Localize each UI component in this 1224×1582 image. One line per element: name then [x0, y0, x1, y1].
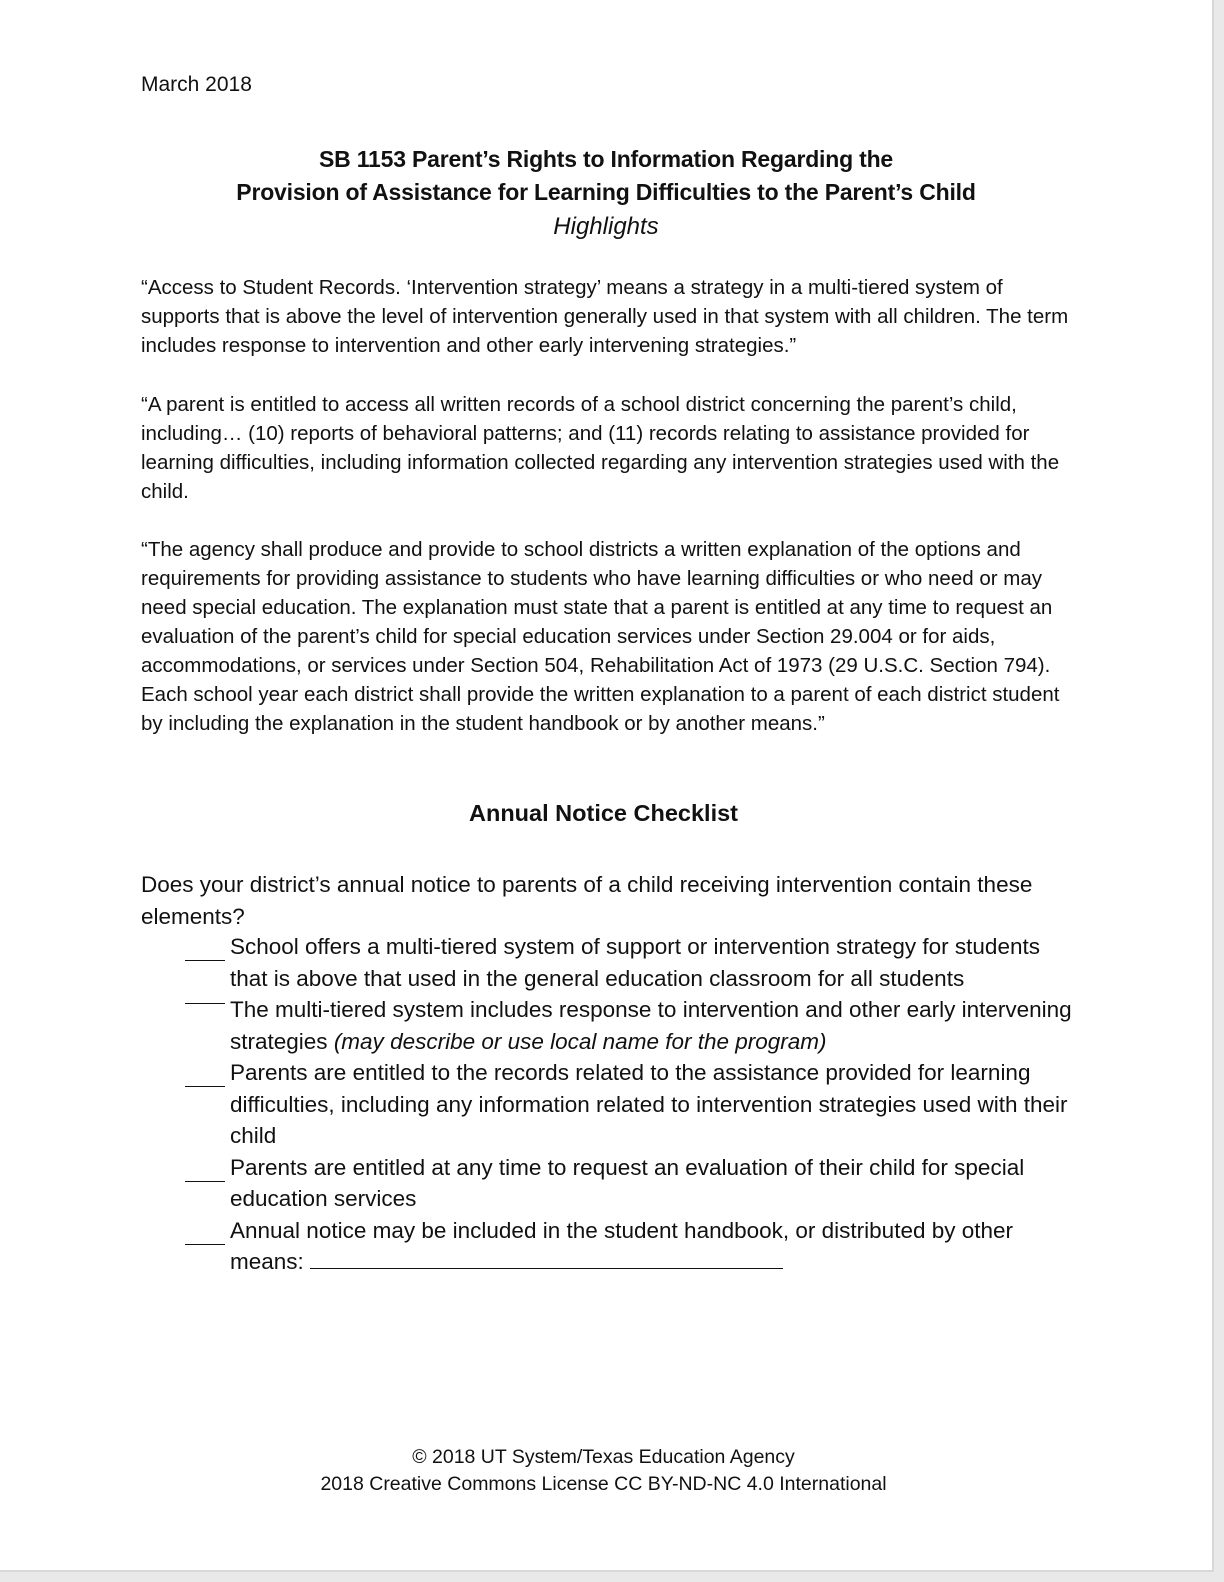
- title-subtitle: Highlights: [553, 213, 659, 240]
- checklist-heading: Annual Notice Checklist: [469, 800, 738, 826]
- checklist-item: [183, 994, 1073, 1057]
- checkbox-blank[interactable]: [185, 1215, 225, 1245]
- footer-copyright: © 2018 UT System/Texas Education Agency: [412, 1446, 795, 1468]
- checklist-item-text: School offers a multi-tiered system of support or intervention strategy for students that is above that used in the general education classroom for all students: [230, 934, 1040, 991]
- checkbox-blank[interactable]: [185, 931, 225, 961]
- checklist-item-note: (may describe or use local name for the program): [333, 1028, 827, 1054]
- paragraph-access-records: “Access to Student Records. ‘Intervention strategy’ means a strategy in a multi-tiered system of supports that is above the level of intervention generally used in that system with all children. The term includes response to intervention and other early intervening strategies.”: [141, 276, 1069, 357]
- checklist: [183, 931, 1073, 1278]
- checkbox-blank[interactable]: [185, 1057, 225, 1087]
- means-fill-in-line[interactable]: [310, 1246, 783, 1269]
- checklist-item: [183, 1152, 1073, 1215]
- checklist-item: [183, 931, 1073, 994]
- checklist-item: [183, 1215, 1073, 1278]
- checkbox-blank[interactable]: [185, 1152, 225, 1182]
- title-line-2: Provision of Assistance for Learning Difficulties to the Parent’s Child: [236, 179, 976, 205]
- footer: [141, 1444, 1066, 1498]
- title-line-1: SB 1153 Parent’s Rights to Information Regarding the: [318, 146, 894, 172]
- title-block: [141, 143, 1071, 244]
- footer-license: 2018 Creative Commons License CC BY-ND-NC 4.0 International: [320, 1473, 887, 1495]
- checkbox-blank[interactable]: [185, 994, 225, 1004]
- checklist-item-text: Parents are entitled at any time to request an evaluation of their child for special education services: [230, 1154, 1025, 1211]
- checklist-item-text: The multi-tiered system includes response to intervention and other early intervening strategies: [230, 997, 1072, 1054]
- checklist-item-text: Annual notice may be included in the student handbook, or distributed by other means:: [230, 1217, 1014, 1274]
- paragraph-parent-entitled: “A parent is entitled to access all written records of a school district concerning the parent’s child, including… (10) reports of behavioral patterns; and (11) records relating to assistance provided for learning difficulties, including information collected regarding any intervention strategies used with the child.: [141, 393, 1060, 503]
- checklist-item-text: Parents are entitled to the records related to the assistance provided for learning difficulties, including any information related to intervention strategies used with their child: [230, 1060, 1068, 1148]
- document-date: March 2018: [141, 73, 252, 96]
- paragraph-agency-explanation: “The agency shall produce and provide to school districts a written explanation of the options and requirements for providing assistance to students who have learning difficulties or who need or may need special education. The explanation must state that a parent is entitled at any time to request an evaluation of the parent’s child for special education services under Section 29.004 or for aids, accommodations, or services under Section 504, Rehabilitation Act of 1973 (29 U.S.C. Section 794). Each school year each district shall provide the written explanation to a parent of each district student by including the explanation in the student handbook or by another means.”: [141, 538, 1060, 735]
- checklist-item: [183, 1057, 1073, 1152]
- checklist-intro: Does your district’s annual notice to parents of a child receiving intervention contain these elements?: [141, 872, 1033, 929]
